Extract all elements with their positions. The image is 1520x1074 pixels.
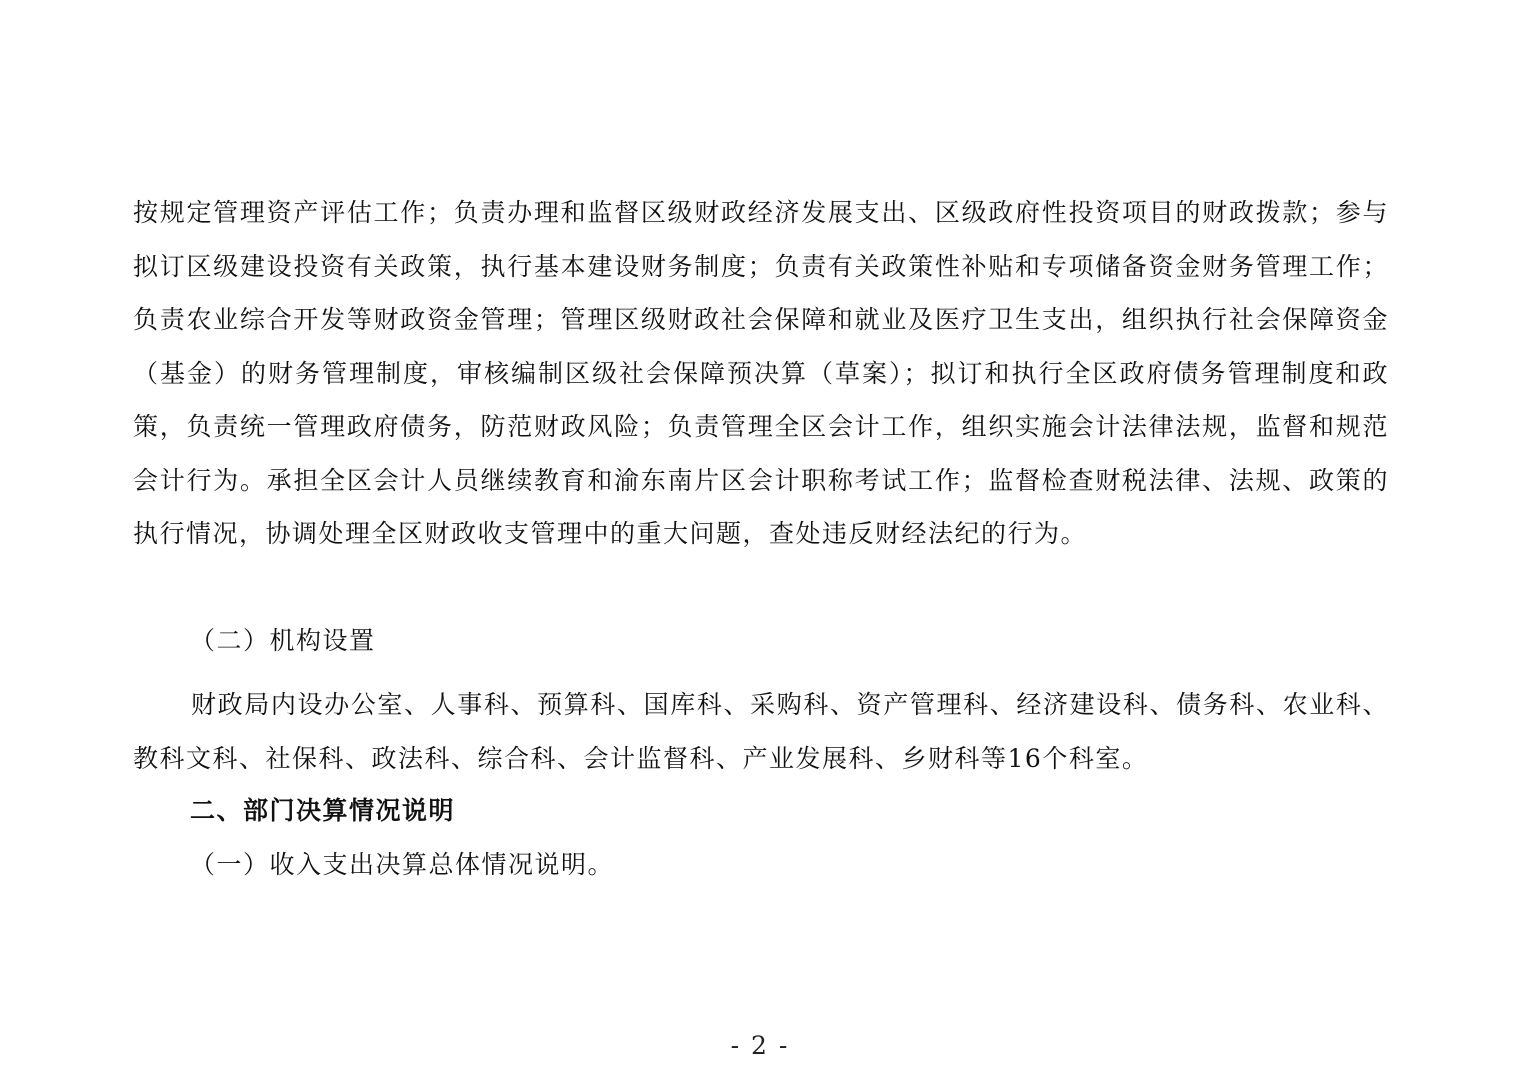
paragraph-duties: 按规定管理资产评估工作；负责办理和监督区级财政经济发展支出、区级政府性投资项目的财政拨款；参与拟订区级建设投资有关政策，执行基本建设财务制度；负责有关政策性补贴和专项储备资金财务管理工作；负责农业综合开发等财政资金管理；管理区级财政社会保障和就业及医疗卫生支出，组织执行社会保障资金（基金）的财务管理制度，审核编制区级社会保障预决算（草案）；拟订和执行全区政府债务管理制度和政策，负责统一管理政府债务，防范财政风险；负责管理全区会计工作，组织实施会计法律法规，监督和规范会计行为。承担全区会计人员继续教育和渝东南片区会计职称考试工作；监督检查财税法律、法规、政策的执行情况，协调处理全区财政收支管理中的重大问题，查处违反财经法纪的行为。 xyxy=(133,198,1389,548)
heading-org-setup: （二）机构设置 xyxy=(190,626,376,655)
paragraph-org-setup: 财政局内设办公室、人事科、预算科、国库科、采购科、资产管理科、经济建设科、债务科、农业科、教科文科、社保科、政法科、综合科、会计监督科、产业发展科、乡财科等16个科室。 xyxy=(133,690,1389,773)
page-number: - 2 - xyxy=(730,1031,790,1060)
heading-income-expense: （一）收入支出决算总体情况说明。 xyxy=(190,850,615,879)
heading-section-two: 二、部门决算情况说明 xyxy=(190,796,456,825)
